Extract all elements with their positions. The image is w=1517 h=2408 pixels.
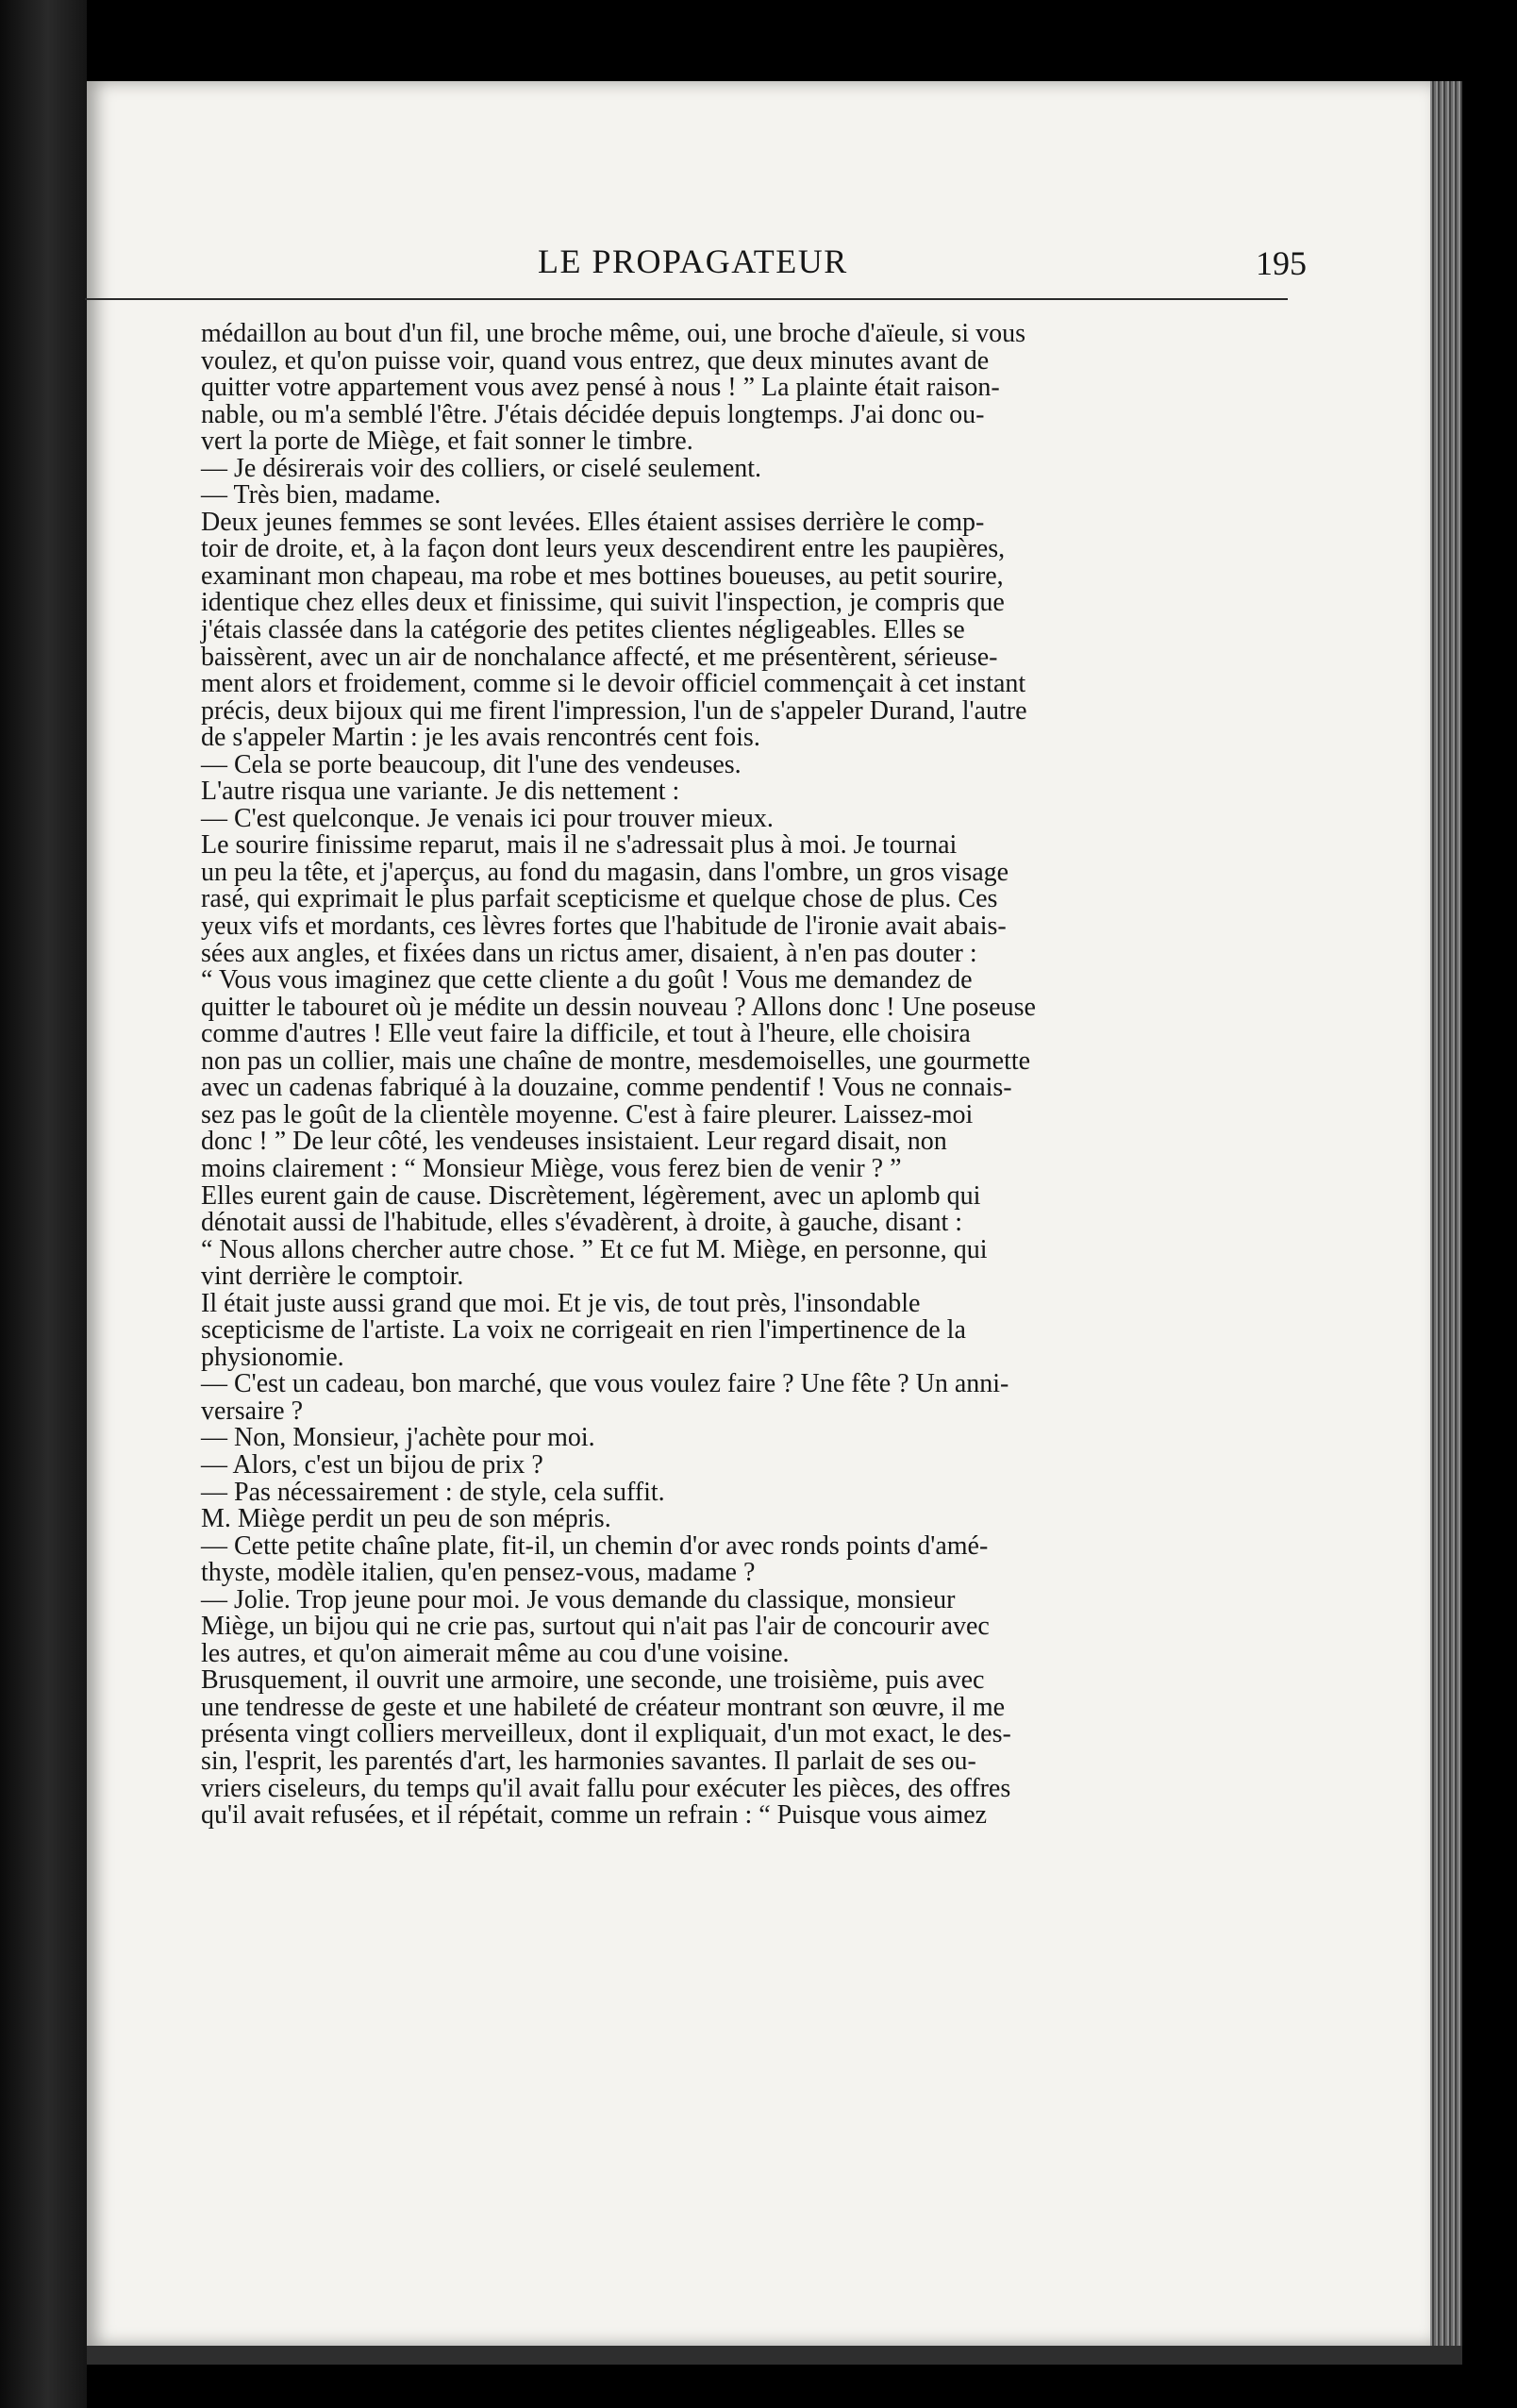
book-gutter-left (0, 0, 87, 2408)
paragraph: — Alors, c'est un bijou de prix ? (201, 1449, 543, 1480)
paragraph: médaillon au bout d'un fil, une broche même, oui, une broche d'aïeule, si vous voulez, et qu'on puisse voir, quand vous entrez, que deux minutes avant de quitter votre appartement vous avez pensé à nous ! ” La plainte était raison- nable, ou m'a semblé l'être. J'étais décidée depuis longtemps. J'ai donc ou- vert la porte de Miège, et fait sonner le timbre. (201, 319, 1025, 457)
paragraph: M. Miège perdit un peu de son mépris. (201, 1504, 611, 1534)
paragraph: — Très bien, madame. (201, 480, 442, 510)
paragraph: Deux jeunes femmes se sont levées. Elles étaient assises derrière le comp- toir de droite, et, à la façon dont leurs yeux descendirent entre les paupières, examinant mon chapeau, ma robe et mes bottines boueuses, au petit sourire, identique chez elles deux et finissime, qui suivit l'inspection, je compris que j'étais classée dans la catégorie des petites clientes négligeables. Elles se baissèrent, avec un air de nonchalance affecté, et me présentèrent, sérieuse- ment alors et froidement, comme si le devoir officiel commençait à cet instant précis, deux bijoux qui me firent l'impression, l'un de s'appeler Durand, l'autre de s'appeler Martin : je les avais rencontrés cent fois. (201, 507, 1027, 753)
paragraph: Brusquement, il ouvrit une armoire, une seconde, une troisième, puis avec une tendresse de geste et une habileté de créateur montrant son œuvre, il me présenta vingt colliers merveilleux, dont il expliquait, d'un mot exact, le des- sin, l'esprit, les parentés d'art, les harmonies savantes. Il parlait de ses ou- vriers ciseleurs, du temps qu'il avait fallu pour exécuter les pièces, des offres qu'il avait refusées, et il répétait, comme un refrain : “ Puisque vous aimez (201, 1665, 1011, 1831)
paragraph: — C'est quelconque. Je venais ici pour trouver mieux. (201, 803, 774, 833)
paragraph: — C'est un cadeau, bon marché, que vous voulez faire ? Une fête ? Un anni- versaire ? (201, 1369, 1009, 1426)
running-title: LE PROPAGATEUR (538, 242, 848, 280)
page-stack-bottom-edge (87, 2346, 1462, 2365)
paragraph: — Cela se porte beaucoup, dit l'une des vendeuses. (201, 749, 742, 779)
body-text (201, 321, 1276, 1830)
paragraph: Le sourire finissime reparut, mais il ne s'adressait plus à moi. Je tournai un peu la tête, et j'aperçus, au fond du magasin, dans l'ombre, un gros visage rasé, qui exprimait le plus parfait scepticisme et quelque chose de plus. Ces yeux vifs et mordants, ces lèvres fortes que l'habitude de l'ironie avait abais- sées aux angles, et fixées dans un rictus amer, disaient, à n'en pas douter : “ Vous vous imaginez que cette cliente a du goût ! Vous me demandez de quitter le tabouret où je médite un dessin nouveau ? Allons donc ! Une poseuse comme d'autres ! Elle veut faire la difficile, et tout à l'heure, elle choisira non pas un collier, mais une chaîne de montre, mesdemoiselles, une gourmette avec un cadenas fabriqué à la douzaine, comme pendentif ! Vous ne connais- sez pas le goût de la clientèle moyenne. C'est à faire pleurer. Laissez-moi donc ! ” De leur côté, les vendeuses insistaient. Leur regard disait, non moins clairement : “ Monsieur Miège, vous ferez bien de venir ? ” (201, 830, 1036, 1183)
paragraph: — Non, Monsieur, j'achète pour moi. (201, 1423, 595, 1453)
page-number: 195 (1256, 244, 1307, 282)
paragraph: Elles eurent gain de cause. Discrètement, légèrement, avec un aplomb qui dénotait aussi de l'habitude, elles s'évadèrent, à droite, à gauche, disant : “ Nous allons chercher autre chose. ” Et ce fut M. Miège, en personne, qui vint derrière le comptoir. (201, 1180, 988, 1292)
paragraph: Il était juste aussi grand que moi. Et je vis, de tout près, l'insondable scepticisme de l'artiste. La voix ne corrigeait en rien l'impertinence de la physionomie. (201, 1288, 966, 1372)
paragraph: L'autre risqua une variante. Je dis nettement : (201, 777, 680, 807)
page-stack-right-edge (1430, 81, 1462, 2346)
header-rule (85, 298, 1288, 300)
paragraph: — Cette petite chaîne plate, fit-il, un chemin d'or avec ronds points d'amé- thyste, modèle italien, qu'en pensez-vous, madame ? (201, 1530, 989, 1588)
page-header (113, 236, 1307, 302)
paragraph: — Jolie. Trop jeune pour moi. Je vous demande du classique, monsieur Miège, un bijou qui ne crie pas, surtout qui n'ait pas l'air de concourir avec les autres, et qu'on aimerait même au cou d'une voisine. (201, 1584, 990, 1668)
paragraph: — Pas nécessairement : de style, cela suffit. (201, 1477, 665, 1507)
paragraph: — Je désirerais voir des colliers, or ciselé seulement. (201, 453, 762, 483)
